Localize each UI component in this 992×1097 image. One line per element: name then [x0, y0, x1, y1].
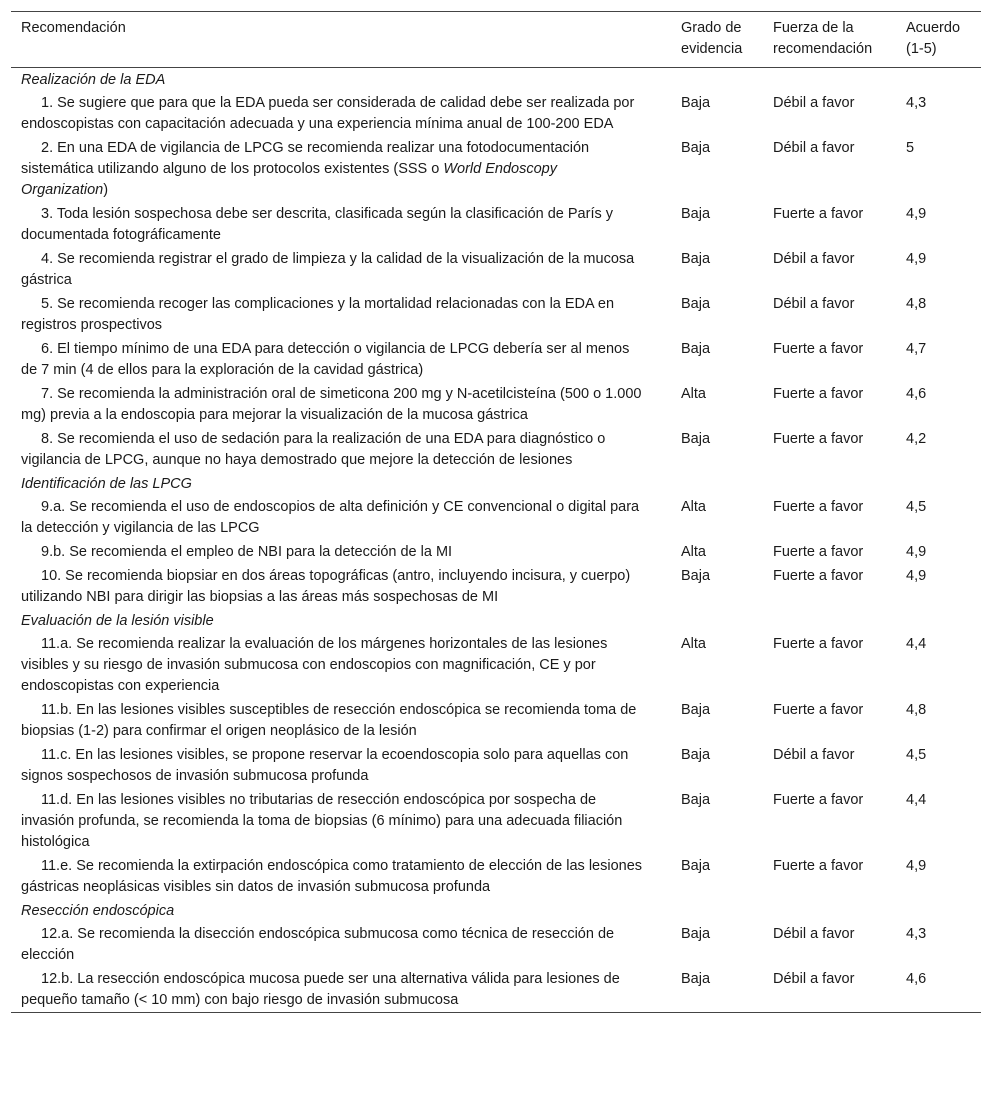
table-row [11, 382, 981, 427]
evidence-grade: Alta [681, 544, 706, 560]
recommendation-strength: Débil a favor [773, 95, 855, 111]
recommendation-text [11, 495, 671, 540]
recommendation-text [11, 967, 671, 1013]
agreement-score: 4,9 [906, 251, 927, 267]
recommendation-text-main: 7. Se recomienda la administración oral de simeticona 200 mg y N-acetilcisteína (500 o 1.000 mg) previa a la endoscopia para mejorar la visualización de la mucosa gástrica [21, 386, 642, 423]
agreement-score: 4,6 [906, 971, 927, 987]
table-row [11, 202, 981, 247]
recommendation-text [11, 292, 671, 337]
table-row [11, 632, 981, 698]
header-recomendacion [11, 12, 671, 68]
recommendation-text-main: 9.b. Se recomienda el empleo de NBI para la detección de la MI [41, 544, 453, 560]
header-grado-line1: Grado de [681, 20, 742, 36]
recommendation-text [11, 136, 671, 202]
recommendation-text-main: 4. Se recomienda registrar el grado de limpieza y la calidad de la visualización de la mucosa gástrica [21, 251, 635, 288]
table-row [11, 698, 981, 743]
header-recomendacion-label: Recomendación [21, 20, 126, 36]
table-row [11, 922, 981, 967]
section-title: Identificación de las LPCG [21, 476, 192, 492]
evidence-grade: Baja [681, 747, 711, 763]
section-title: Evaluación de la lesión visible [21, 613, 214, 629]
table-row [11, 564, 981, 609]
recommendation-strength: Débil a favor [773, 926, 855, 942]
agreement-score: 4,9 [906, 568, 927, 584]
section-title: Realización de la EDA [21, 72, 166, 88]
table-row [11, 967, 981, 1013]
agreement-score: 4,2 [906, 431, 927, 447]
recommendation-text [11, 854, 671, 899]
agreement-score: 4,5 [906, 499, 927, 515]
evidence-grade: Baja [681, 702, 711, 718]
recommendation-strength: Fuerte a favor [773, 792, 864, 808]
evidence-grade: Baja [681, 95, 711, 111]
recommendation-strength: Fuerte a favor [773, 431, 864, 447]
table-body [11, 68, 981, 1013]
header-fuerza-line2: recomendación [773, 41, 873, 57]
header-acuerdo-line2: (1-5) [906, 41, 937, 57]
section-row [11, 472, 981, 495]
recommendation-strength: Fuerte a favor [773, 636, 864, 652]
evidence-grade: Baja [681, 926, 711, 942]
header-fuerza [763, 12, 896, 68]
recommendation-strength: Débil a favor [773, 296, 855, 312]
recommendation-strength: Fuerte a favor [773, 702, 864, 718]
agreement-score: 4,3 [906, 926, 927, 942]
section-title: Resección endoscópica [21, 903, 175, 919]
evidence-grade: Baja [681, 251, 711, 267]
recommendation-strength: Fuerte a favor [773, 568, 864, 584]
recommendation-strength: Fuerte a favor [773, 858, 864, 874]
section-row [11, 609, 981, 632]
header-row [11, 12, 981, 68]
agreement-score: 4,7 [906, 341, 927, 357]
table-row [11, 854, 981, 899]
recommendation-text [11, 427, 671, 472]
evidence-grade: Baja [681, 296, 711, 312]
recommendation-text [11, 540, 671, 564]
recommendation-text-main: 11.c. En las lesiones visibles, se propone reservar la ecoendoscopia solo para aquellas con signos sospechosos de invasión submucosa profunda [21, 747, 629, 784]
recommendation-text-main: 9.a. Se recomienda el uso de endoscopios de alta definición y CE convencional o digital para la detección y vigilancia de las LPCG [21, 499, 640, 536]
header-fuerza-line1: Fuerza de la [773, 20, 854, 36]
recommendation-strength: Fuerte a favor [773, 206, 864, 222]
agreement-score: 4,4 [906, 792, 927, 808]
recommendations-table-container [11, 11, 981, 1013]
evidence-grade: Baja [681, 858, 711, 874]
header-grado-line2: evidencia [681, 41, 743, 57]
evidence-grade: Baja [681, 568, 711, 584]
agreement-score: 4,9 [906, 206, 927, 222]
evidence-grade: Baja [681, 140, 711, 156]
recommendation-text-main: 11.a. Se recomienda realizar la evaluación de los márgenes horizontales de las lesiones visibles y su riesgo de invasión submucosa con endoscopios con magnificación, CE y por endoscopistas con experiencia [21, 636, 608, 694]
recommendation-text [11, 202, 671, 247]
recommendation-strength: Fuerte a favor [773, 499, 864, 515]
recommendation-text [11, 91, 671, 136]
recommendation-text-main: 2. En una EDA de vigilancia de LPCG se recomienda realizar una fotodocumentación sistemática utilizando alguno de los protocolos existentes (SSS o [21, 140, 590, 177]
header-acuerdo-line1: Acuerdo [906, 20, 961, 36]
recommendation-strength: Débil a favor [773, 140, 855, 156]
table-row [11, 788, 981, 854]
recommendation-text-main: 12.b. La resección endoscópica mucosa puede ser una alternativa válida para lesiones de pequeño tamaño (< 10 mm) con bajo riesgo de invasión submucosa [21, 971, 620, 1008]
recommendation-text-main: 11.b. En las lesiones visibles susceptibles de resección endoscópica se recomienda toma de biopsias (1-2) para confirmar el origen neoplásico de la lesión [21, 702, 637, 739]
evidence-grade: Baja [681, 431, 711, 447]
recommendation-strength: Débil a favor [773, 251, 855, 267]
recommendation-text [11, 564, 671, 609]
table-row [11, 91, 981, 136]
evidence-grade: Alta [681, 386, 706, 402]
table-row [11, 292, 981, 337]
table-row [11, 743, 981, 788]
recommendation-strength: Fuerte a favor [773, 386, 864, 402]
table-row [11, 427, 981, 472]
evidence-grade: Baja [681, 792, 711, 808]
recommendation-text-main: 6. El tiempo mínimo de una EDA para detección o vigilancia de LPCG debería ser al menos de 7 min (4 de ellos para la exploración de la cavidad gástrica) [21, 341, 630, 378]
table-row [11, 247, 981, 292]
agreement-score: 4,9 [906, 858, 927, 874]
recommendation-text-main: 1. Se sugiere que para que la EDA pueda ser considerada de calidad debe ser realizada por endoscopistas con capacitación adecuada y una experiencia mínima anual de 100-200 EDA [21, 95, 635, 132]
recommendation-text [11, 922, 671, 967]
agreement-score: 4,5 [906, 747, 927, 763]
agreement-score: 5 [906, 140, 915, 156]
recommendation-text-main: 8. Se recomienda el uso de sedación para la realización de una EDA para diagnóstico o vigilancia de LPCG, aunque no haya demostrado que mejore la detección de lesiones [21, 431, 606, 468]
agreement-score: 4,6 [906, 386, 927, 402]
recommendation-strength: Débil a favor [773, 747, 855, 763]
evidence-grade: Baja [681, 971, 711, 987]
header-grado [671, 12, 763, 68]
recommendation-text [11, 337, 671, 382]
table-header [11, 12, 981, 68]
table-row [11, 136, 981, 202]
recommendation-text-after: ) [103, 182, 109, 198]
agreement-score: 4,3 [906, 95, 927, 111]
recommendation-strength: Débil a favor [773, 971, 855, 987]
recommendation-text [11, 247, 671, 292]
header-acuerdo [896, 12, 981, 68]
recommendation-text [11, 698, 671, 743]
recommendation-text-main: 3. Toda lesión sospechosa debe ser descrita, clasificada según la clasificación de París y documentada fotográficamente [21, 206, 613, 243]
recommendation-strength: Fuerte a favor [773, 544, 864, 560]
agreement-score: 4,4 [906, 636, 927, 652]
section-row [11, 899, 981, 922]
recommendations-table [11, 11, 981, 1013]
table-row [11, 540, 981, 564]
recommendation-text [11, 743, 671, 788]
evidence-grade: Baja [681, 206, 711, 222]
recommendation-text [11, 382, 671, 427]
evidence-grade: Baja [681, 341, 711, 357]
table-row [11, 337, 981, 382]
recommendation-text [11, 632, 671, 698]
recommendation-text-main: 5. Se recomienda recoger las complicaciones y la mortalidad relacionadas con la EDA en registros prospectivos [21, 296, 615, 333]
recommendation-text-main: 11.e. Se recomienda la extirpación endoscópica como tratamiento de elección de las lesiones gástricas neoplásicas visibles sin datos de invasión submucosa profunda [21, 858, 643, 895]
recommendation-text-main: 11.d. En las lesiones visibles no tributarias de resección endoscópica por sospecha de invasión profunda, se recomienda la toma de biopsias (6 mínimo) para una adecuada filiación histológica [21, 792, 623, 850]
agreement-score: 4,8 [906, 702, 927, 718]
evidence-grade: Alta [681, 636, 706, 652]
evidence-grade: Alta [681, 499, 706, 515]
recommendation-text-italic: World Endoscopy Organization [21, 161, 557, 198]
agreement-score: 4,9 [906, 544, 927, 560]
table-row [11, 495, 981, 540]
recommendation-text-main: 10. Se recomienda biopsiar en dos áreas topográficas (antro, incluyendo incisura, y cuerpo) utilizando NBI para dirigir las biopsias a las áreas más sospechosas de MI [21, 568, 631, 605]
recommendation-text-main: 12.a. Se recomienda la disección endoscópica submucosa como técnica de resección de elección [21, 926, 615, 963]
recommendation-text [11, 788, 671, 854]
recommendation-strength: Fuerte a favor [773, 341, 864, 357]
agreement-score: 4,8 [906, 296, 927, 312]
section-row [11, 68, 981, 92]
